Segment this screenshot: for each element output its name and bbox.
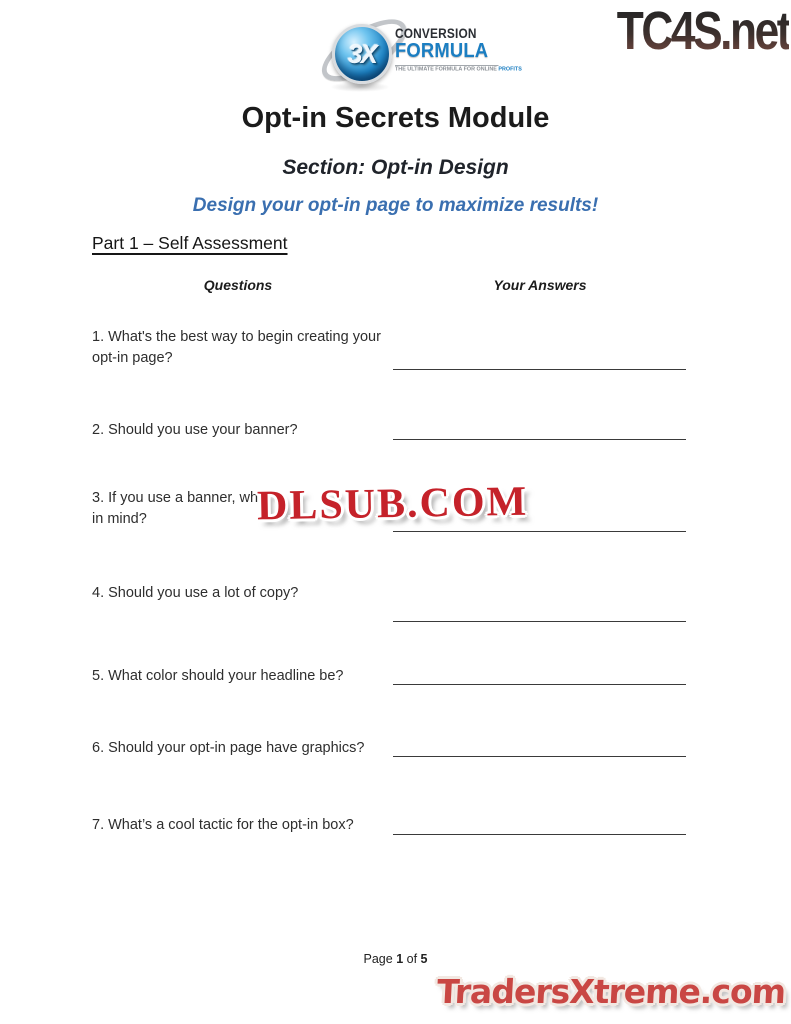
question-3-line1: 3. If you use a banner, wh	[92, 490, 259, 506]
question-1: 1. What's the best way to begin creating your opt-in page?	[92, 329, 381, 366]
part-heading: Part 1 – Self Assessment	[92, 233, 288, 253]
answer-line-4[interactable]	[393, 621, 686, 622]
conversion-formula-logo	[322, 12, 522, 96]
questions-column-header: Questions	[203, 277, 273, 293]
logo-line-formula: FORMULA	[395, 40, 489, 62]
watermark-tc4s: TC4S.net	[616, 1, 789, 61]
answer-line-5[interactable]	[393, 684, 686, 685]
page-number-of: of	[406, 952, 418, 966]
logo-orb-icon	[332, 24, 392, 84]
question-5: 5. What color should your headline be?	[92, 668, 344, 684]
watermark-dlsub: DLSUB.COM	[256, 478, 529, 530]
design-tagline: Design your opt-in page to maximize results!	[192, 195, 599, 216]
page-title: Opt-in Secrets Module	[241, 102, 550, 134]
page-number-total: 5	[420, 952, 428, 966]
logo-tagline-accent: PROFITS	[498, 66, 522, 73]
logo-tagline	[395, 65, 522, 73]
logo-orb-text: 3X	[348, 38, 376, 69]
page-number-label: Page	[363, 952, 393, 966]
logo-tagline-main: THE ULTIMATE FORMULA FOR ONLINE	[395, 66, 499, 73]
watermark-tradersxtreme: TradersXtreme.com	[435, 972, 787, 1011]
question-4: 4. Should you use a lot of copy?	[92, 585, 299, 601]
logo-wordmark	[395, 26, 522, 73]
logo-line-conversion: CONVERSION	[395, 26, 477, 41]
question-7: 7. What’s a cool tactic for the opt-in box?	[92, 817, 354, 833]
question-3-line2: in mind?	[92, 511, 147, 527]
question-2: 2. Should you use your banner?	[92, 422, 298, 438]
page-number	[0, 952, 791, 966]
answer-line-7[interactable]	[393, 834, 686, 835]
answer-line-2[interactable]	[393, 439, 686, 440]
answer-line-6[interactable]	[393, 756, 686, 757]
answer-line-3[interactable]	[393, 531, 686, 532]
section-heading: Section: Opt-in Design	[282, 156, 509, 179]
answers-column-header: Your Answers	[493, 277, 587, 293]
question-6: 6. Should your opt-in page have graphics?	[92, 740, 365, 756]
page-number-current: 1	[396, 952, 404, 966]
answer-line-1[interactable]	[393, 369, 686, 370]
